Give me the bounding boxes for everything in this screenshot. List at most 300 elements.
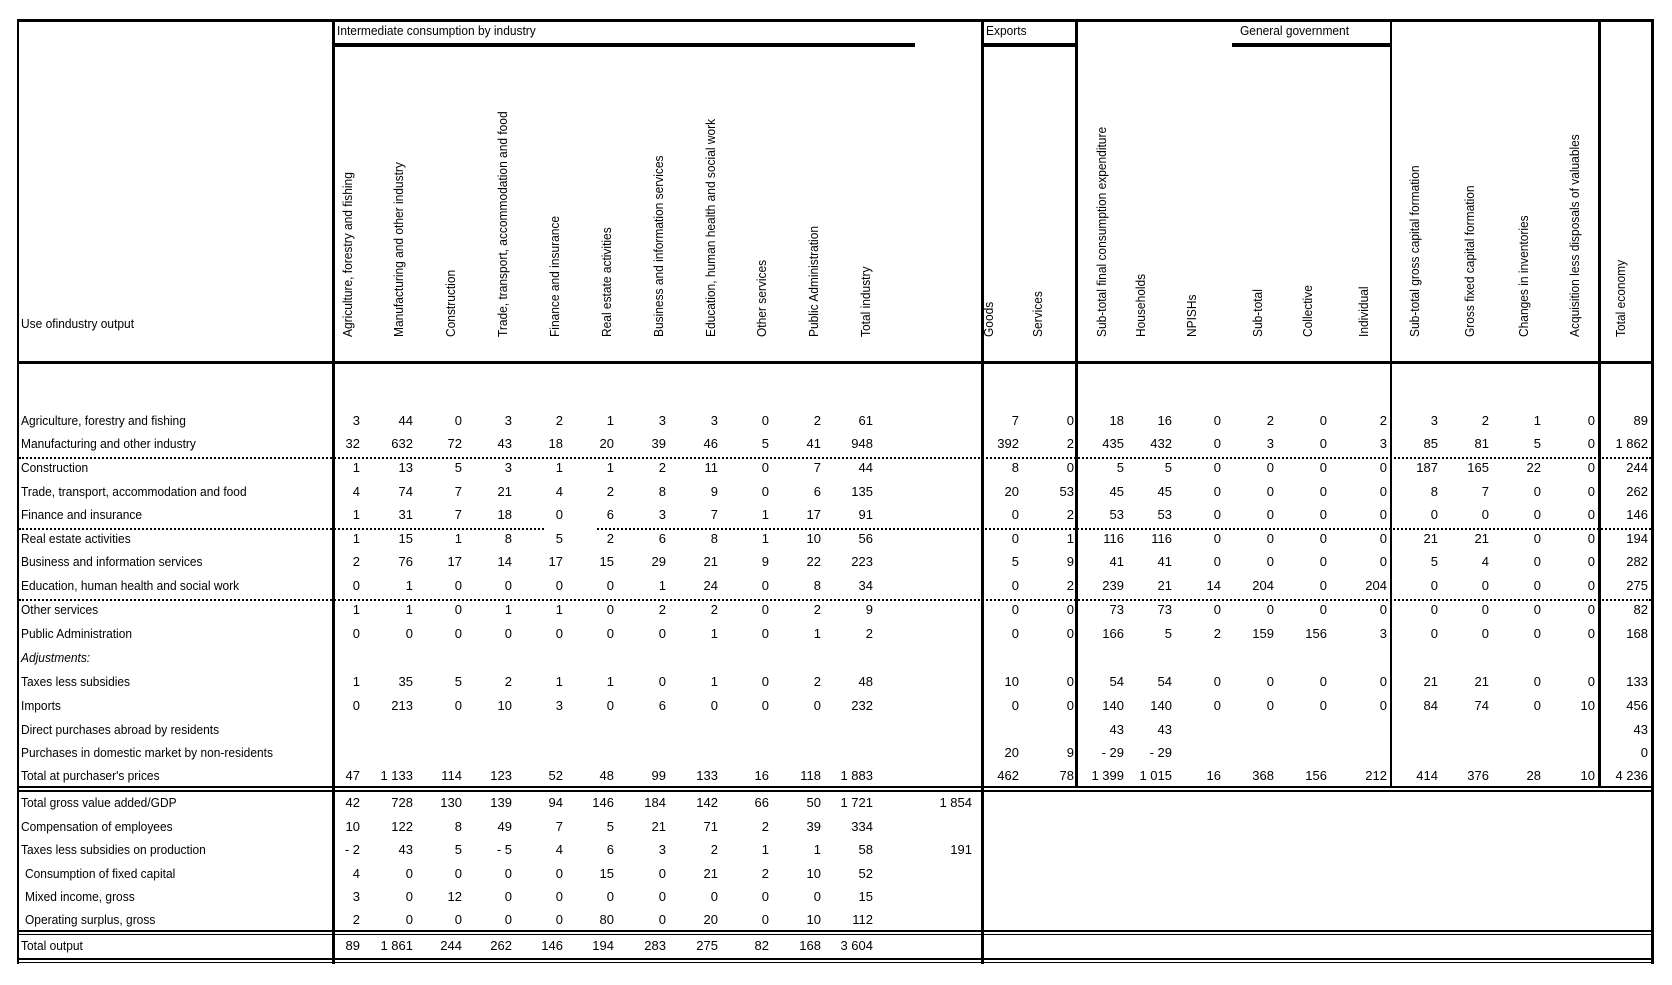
column-header-label: Business and information services	[651, 155, 666, 337]
table-cell: 46	[703, 436, 718, 451]
table-cell: 21	[1423, 531, 1438, 546]
table-cell: 15	[599, 554, 614, 569]
column-header-label: Public Administration	[806, 225, 821, 337]
table-cell: 244	[440, 938, 462, 953]
table-cell: 0	[555, 578, 563, 593]
table-cell: 0	[1011, 531, 1019, 546]
table-cell: 3	[504, 413, 512, 428]
table-cell: 74	[1474, 698, 1489, 713]
table-cell: 116	[1151, 531, 1172, 546]
table-cell: 0	[1379, 602, 1387, 617]
table-cell: 7	[813, 460, 821, 475]
table-cell: 283	[644, 938, 666, 953]
table-cell: 1	[658, 578, 666, 593]
table-cell: 1	[555, 460, 563, 475]
table-cell: 0	[1213, 413, 1221, 428]
table-cell: 2	[865, 626, 873, 641]
table-cell: 20	[1004, 745, 1019, 760]
table-cell: 0	[1533, 698, 1541, 713]
table-cell: 54	[1157, 674, 1172, 689]
table-cell: 0	[1213, 602, 1221, 617]
table-cell: 1	[710, 626, 718, 641]
table-cell: 7	[1011, 413, 1019, 428]
table-cell: 146	[541, 938, 563, 953]
table-cell: 0	[1319, 602, 1327, 617]
group-general-government: General government	[1240, 23, 1350, 38]
table-cell: 0	[1587, 674, 1595, 689]
table-cell: 3	[1266, 436, 1274, 451]
table-cell: 156	[1305, 768, 1327, 783]
table-cell: 22	[806, 554, 821, 569]
table-cell: 2	[813, 413, 821, 428]
table-cell: 2	[813, 674, 821, 689]
table-cell: 1	[813, 842, 821, 857]
table-cell: 0	[1011, 698, 1019, 713]
table-cell: 1	[606, 674, 614, 689]
table-cell: 275	[1626, 578, 1648, 593]
table-cell: 44	[398, 413, 413, 428]
table-cell: 0	[1640, 745, 1648, 760]
table-cell: 0	[1213, 698, 1221, 713]
table-cell: 0	[606, 889, 614, 904]
column-header-label: Services	[1030, 291, 1045, 337]
table-cell: 2	[1213, 626, 1221, 641]
table-cell: 4 236	[1615, 768, 1648, 783]
table-cell: 168	[1626, 626, 1648, 641]
table-cell: 112	[852, 912, 873, 927]
table-cell: 244	[1626, 460, 1648, 475]
table-cell: 0	[1319, 554, 1327, 569]
column-header-label: Acquisition less disposals of valuables	[1567, 134, 1582, 337]
table-cell: 728	[391, 795, 413, 810]
table-cell: 5	[606, 819, 614, 834]
table-cell: 18	[548, 436, 563, 451]
table-cell: 1	[606, 460, 614, 475]
table-cell: 0	[606, 578, 614, 593]
table-cell: 0	[1213, 531, 1221, 546]
table-cell: 21	[651, 819, 666, 834]
table-cell: 0	[1011, 578, 1019, 593]
table-cell: 73	[1109, 602, 1124, 617]
table-cell: 21	[1423, 674, 1438, 689]
table-cell: 10	[806, 866, 821, 881]
table-cell: 0	[555, 912, 563, 927]
table-cell: 223	[851, 554, 873, 569]
table-cell: 118	[800, 768, 821, 783]
table-cell: 133	[696, 768, 718, 783]
table-cell: 78	[1059, 768, 1074, 783]
table-cell: 194	[592, 938, 614, 953]
table-cell: 0	[504, 626, 512, 641]
table-cell: 2	[658, 602, 666, 617]
column-header-label: Construction	[443, 269, 458, 337]
group-exports: Exports	[986, 23, 1027, 38]
table-cell: 71	[703, 819, 718, 834]
table-cell: 0	[658, 866, 666, 881]
table-cell: 392	[997, 436, 1019, 451]
table-cell: 414	[1416, 768, 1438, 783]
table-cell: 80	[599, 912, 614, 927]
table-cell: 1 721	[840, 795, 873, 810]
table-cell: 3	[658, 413, 666, 428]
table-cell: 0	[1213, 436, 1221, 451]
table-cell: 6	[658, 531, 666, 546]
table-cell: 5	[1164, 460, 1172, 475]
table-cell: - 2	[344, 842, 360, 857]
table-cell: 368	[1252, 768, 1274, 783]
table-cell: 52	[548, 768, 563, 783]
table-cell: 29	[651, 554, 666, 569]
table-cell: 91	[858, 507, 873, 522]
table-cell: 41	[1157, 554, 1172, 569]
table-cell: 0	[1587, 578, 1595, 593]
table-cell: 0	[761, 602, 769, 617]
table-cell: 35	[398, 674, 413, 689]
table-cell: 2	[658, 460, 666, 475]
table-cell: 21	[1157, 578, 1172, 593]
table-cell: 0	[1533, 626, 1541, 641]
table-cell: 39	[806, 819, 821, 834]
table-cell: 9	[710, 484, 718, 499]
table-cell: 39	[651, 436, 666, 451]
table-cell: 0	[1319, 460, 1327, 475]
table-cell: 9	[1066, 745, 1074, 760]
table-cell: 8	[1011, 460, 1019, 475]
table-cell: 0	[1379, 698, 1387, 713]
table-cell: 282	[1626, 554, 1648, 569]
table-cell: 54	[1109, 674, 1124, 689]
table-cell: 0	[761, 889, 769, 904]
table-cell: 21	[703, 866, 718, 881]
table-cell: 275	[696, 938, 718, 953]
table-cell: 456	[1626, 698, 1648, 713]
table-cell: 0	[761, 626, 769, 641]
table-cell: 5	[454, 842, 462, 857]
table-cell: 0	[710, 889, 718, 904]
table-cell: 0	[1533, 484, 1541, 499]
table-cell: 0	[1587, 436, 1595, 451]
row-label: Agriculture, forestry and fishing	[21, 413, 186, 428]
table-cell: 34	[858, 578, 873, 593]
table-cell: 53	[1157, 507, 1172, 522]
table-cell: 0	[1379, 674, 1387, 689]
table-cell: 8	[813, 578, 821, 593]
table-cell: 1	[1533, 413, 1541, 428]
table-cell: 7	[1481, 484, 1489, 499]
table-cell: 99	[651, 768, 666, 783]
table-cell: 0	[1481, 578, 1489, 593]
table-cell: 1 861	[380, 938, 413, 953]
table-cell: 0	[1430, 602, 1438, 617]
column-header-label: Agriculture, forestry and fishing	[340, 172, 355, 337]
table-cell: 0	[658, 626, 666, 641]
row-label: Compensation of employees	[21, 819, 173, 834]
table-cell: 0	[454, 413, 462, 428]
table-cell: 94	[548, 795, 563, 810]
table-cell: 7	[555, 819, 563, 834]
table-cell: 1 862	[1615, 436, 1648, 451]
table-cell: 0	[1481, 602, 1489, 617]
table-cell: 2	[761, 819, 769, 834]
table-cell: 3	[504, 460, 512, 475]
column-header-label: Finance and insurance	[547, 215, 562, 337]
column-header-label: Real estate activities	[599, 227, 614, 337]
table-cell: 3	[1379, 626, 1387, 641]
table-cell: 114	[441, 768, 462, 783]
table-cell: 10	[1580, 768, 1595, 783]
row-label: Business and information services	[21, 554, 203, 569]
row-label: Real estate activities	[21, 531, 131, 546]
table-cell: 52	[858, 866, 873, 881]
table-cell: 0	[1587, 484, 1595, 499]
table-cell: 123	[490, 768, 512, 783]
table-cell: 1	[352, 507, 360, 522]
table-cell: 16	[1206, 768, 1221, 783]
table-cell: 0	[1011, 602, 1019, 617]
table-cell: 1	[761, 842, 769, 857]
table-cell: 948	[851, 436, 873, 451]
table-cell: 0	[1213, 507, 1221, 522]
table-cell: 7	[710, 507, 718, 522]
column-header-label: Trade, transport, accommodation and food	[495, 111, 510, 337]
table-cell: 0	[1266, 698, 1274, 713]
table-cell: 21	[703, 554, 718, 569]
table-cell: 9	[865, 602, 873, 617]
table-cell: 1	[352, 602, 360, 617]
table-cell: 0	[761, 912, 769, 927]
table-cell: 0	[1533, 531, 1541, 546]
table-cell: 41	[806, 436, 821, 451]
table-cell: 42	[345, 795, 360, 810]
table-cell: 1	[761, 531, 769, 546]
table-cell: 0	[658, 674, 666, 689]
table-cell: 0	[1379, 531, 1387, 546]
table-cell: 0	[454, 578, 462, 593]
table-cell: 89	[1633, 413, 1648, 428]
table-cell: 21	[1474, 674, 1489, 689]
table-cell: 3	[1379, 436, 1387, 451]
table-cell: 76	[398, 554, 413, 569]
table-cell: 17	[548, 554, 563, 569]
table-cell: 50	[806, 795, 821, 810]
row-label: Operating surplus, gross	[25, 912, 156, 927]
table-cell: 0	[1266, 674, 1274, 689]
table-cell: 165	[1467, 460, 1489, 475]
table-cell: 3	[658, 507, 666, 522]
table-cell: 0	[1481, 507, 1489, 522]
table-cell: 0	[1379, 554, 1387, 569]
table-cell: 0	[1533, 578, 1541, 593]
table-cell: 0	[761, 484, 769, 499]
table-cell: 2	[606, 484, 614, 499]
table-cell: 21	[1474, 531, 1489, 546]
column-header-label: Individual	[1356, 286, 1371, 337]
table-cell: 0	[1379, 460, 1387, 475]
table-cell: 0	[1266, 602, 1274, 617]
table-cell: 116	[1103, 531, 1124, 546]
table-cell: 1	[352, 460, 360, 475]
row-label: Consumption of fixed capital	[25, 866, 176, 881]
table-cell: 4	[555, 842, 563, 857]
table-cell: 1	[454, 531, 462, 546]
table-cell: 22	[1526, 460, 1541, 475]
table-cell: 4	[555, 484, 563, 499]
table-cell: 0	[504, 866, 512, 881]
table-cell: 0	[1266, 531, 1274, 546]
table-cell: 8	[658, 484, 666, 499]
table-cell: 0	[710, 698, 718, 713]
column-header-label: Total economy	[1613, 259, 1628, 337]
table-cell: 0	[352, 626, 360, 641]
table-cell: 1 854	[939, 795, 972, 810]
row-label: Adjustments:	[21, 650, 91, 665]
table-cell: 18	[1109, 413, 1124, 428]
table-cell: 0	[813, 698, 821, 713]
column-header-label: Goods	[981, 301, 996, 337]
table-cell: 10	[806, 531, 821, 546]
table-cell: 5	[1533, 436, 1541, 451]
table-cell: 5	[1164, 626, 1172, 641]
table-cell: 204	[1252, 578, 1274, 593]
table-cell: 0	[1430, 626, 1438, 641]
table-cell: 2	[606, 531, 614, 546]
table-cell: 3 604	[840, 938, 873, 953]
table-cell: 0	[1533, 602, 1541, 617]
column-header-label: Gross fixed capital formation	[1462, 185, 1477, 337]
table-cell: 11	[704, 460, 718, 475]
table-cell: 20	[703, 912, 718, 927]
table-cell: 0	[1587, 460, 1595, 475]
table-cell: 0	[504, 889, 512, 904]
table-cell: 146	[1626, 507, 1648, 522]
table-cell: 0	[504, 912, 512, 927]
table-cell: 5	[1011, 554, 1019, 569]
table-cell: 0	[1587, 507, 1595, 522]
table-cell: 1	[504, 602, 512, 617]
table-cell: 49	[497, 819, 512, 834]
table-cell: - 5	[496, 842, 512, 857]
table-cell: 0	[454, 626, 462, 641]
table-cell: 1	[813, 626, 821, 641]
table-cell: 0	[1533, 507, 1541, 522]
table-cell: 0	[1319, 413, 1327, 428]
table-cell: 0	[1587, 531, 1595, 546]
table-cell: 0	[1533, 554, 1541, 569]
table-cell: 2	[710, 602, 718, 617]
table-cell: 5	[1116, 460, 1124, 475]
table-cell: 0	[1430, 578, 1438, 593]
table-cell: 0	[1213, 674, 1221, 689]
table-cell: 47	[345, 768, 360, 783]
table-cell: - 29	[1101, 745, 1124, 760]
table-cell: 9	[1066, 554, 1074, 569]
table-cell: 0	[606, 602, 614, 617]
table-cell: 1	[405, 602, 413, 617]
table-cell: 1	[352, 674, 360, 689]
table-cell: 20	[599, 436, 614, 451]
table-cell: 0	[1066, 460, 1074, 475]
table-cell: 0	[1533, 674, 1541, 689]
table-cell: 146	[592, 795, 614, 810]
table-cell: 0	[1319, 698, 1327, 713]
table-cell: 2	[352, 912, 360, 927]
column-header-label: Sub-total gross capital formation	[1407, 165, 1422, 337]
table-cell: 2	[1066, 578, 1074, 593]
table-cell: 0	[1319, 674, 1327, 689]
table-cell: 24	[703, 578, 718, 593]
table-cell: 2	[813, 602, 821, 617]
table-cell: 0	[555, 889, 563, 904]
table-cell: 9	[761, 554, 769, 569]
table-cell: 6	[813, 484, 821, 499]
table-cell: 3	[1430, 413, 1438, 428]
table-cell: 159	[1252, 626, 1274, 641]
table-cell: 156	[1305, 626, 1327, 641]
column-header-label: Sub-total final consumption expenditure	[1094, 126, 1109, 337]
table-cell: 1 399	[1091, 768, 1124, 783]
table-cell: 41	[1109, 554, 1124, 569]
table-cell: 0	[1213, 460, 1221, 475]
table-cell: 140	[1102, 698, 1124, 713]
table-cell: 1	[555, 602, 563, 617]
row-label: Total gross value added/GDP	[21, 795, 177, 810]
table-cell: 0	[405, 866, 413, 881]
table-cell: 334	[851, 819, 873, 834]
table-cell: 45	[1157, 484, 1172, 499]
table-cell: 15	[599, 866, 614, 881]
table-cell: 212	[1365, 768, 1387, 783]
table-cell: 0	[352, 578, 360, 593]
table-cell: 0	[1213, 554, 1221, 569]
table-cell: 85	[1423, 436, 1438, 451]
table-cell: 0	[761, 698, 769, 713]
table-cell: 187	[1416, 460, 1438, 475]
table-cell: 16	[1157, 413, 1172, 428]
table-cell: 72	[447, 436, 462, 451]
column-header-label: Total industry	[858, 266, 873, 337]
table-cell: 10	[806, 912, 821, 927]
table-cell: 0	[1066, 674, 1074, 689]
row-label: Direct purchases abroad by residents	[21, 722, 220, 737]
row-label: Other services	[21, 602, 99, 617]
table-cell: 139	[490, 795, 512, 810]
table-cell: 48	[858, 674, 873, 689]
table-cell: 2	[1481, 413, 1489, 428]
table-cell: 462	[997, 768, 1019, 783]
table-cell: 1	[606, 413, 614, 428]
table-cell: 5	[454, 460, 462, 475]
table-cell: 66	[754, 795, 769, 810]
row-label: Manufacturing and other industry	[21, 436, 196, 451]
table-cell: 0	[405, 626, 413, 641]
table-cell: 8	[504, 531, 512, 546]
table-cell: 0	[813, 889, 821, 904]
table-cell: 15	[398, 531, 413, 546]
table-cell: 43	[1157, 722, 1172, 737]
table-cell: 1 883	[840, 768, 873, 783]
table-cell: 0	[1266, 460, 1274, 475]
table-cell: 142	[696, 795, 718, 810]
table-cell: 89	[345, 938, 360, 953]
table-cell: 0	[1066, 602, 1074, 617]
table-cell: 16	[754, 768, 769, 783]
table-cell: 0	[761, 460, 769, 475]
table-cell: 0	[1011, 626, 1019, 641]
table-cell: 204	[1365, 578, 1387, 593]
table-cell: 1	[555, 674, 563, 689]
table-cell: 0	[1319, 436, 1327, 451]
table-cell: 4	[352, 484, 360, 499]
